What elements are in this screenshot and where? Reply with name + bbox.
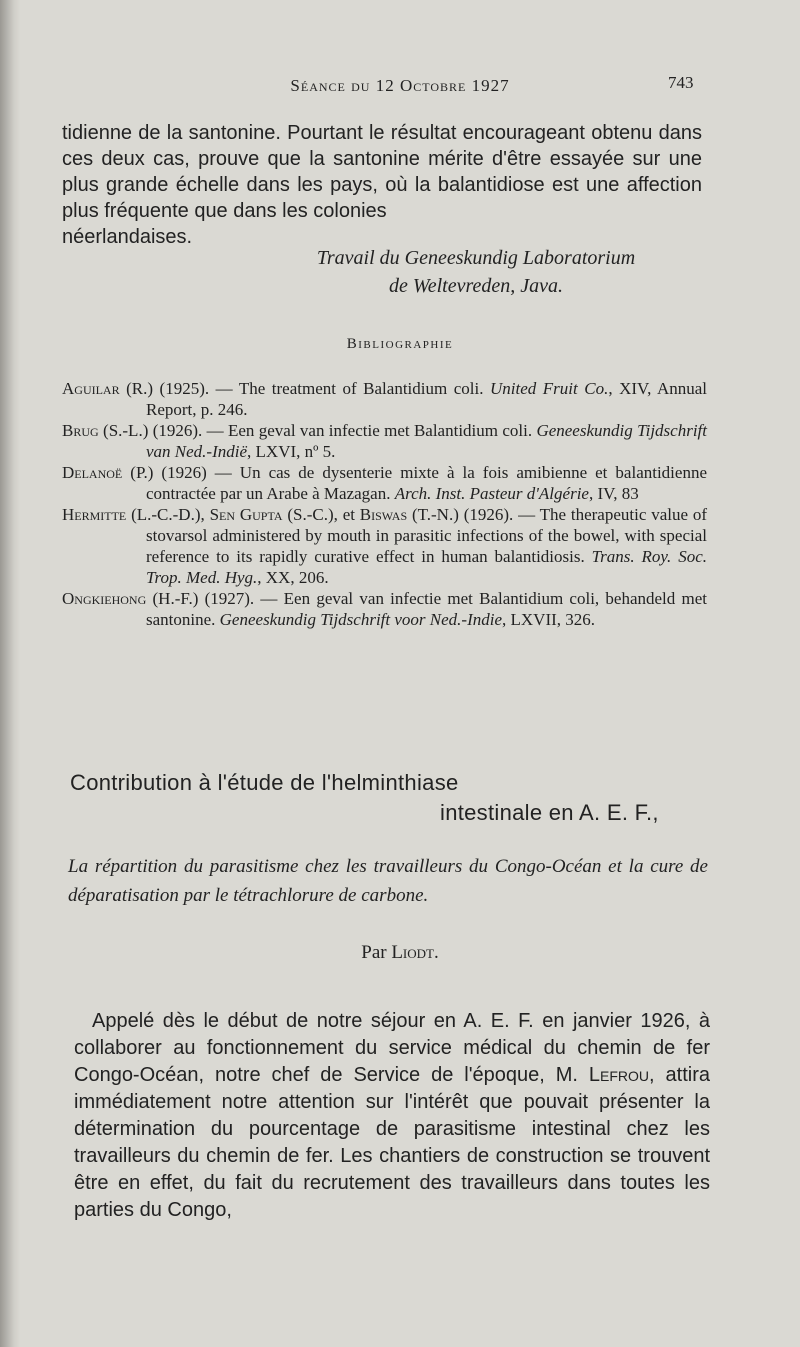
article-body-paragraph [74,1008,710,1224]
affiliation-line-2: de Weltevreden, Java. [389,275,563,297]
bib-journal: Trans. Roy. Soc. Trop. Med. Hyg. [146,547,707,587]
bib-journal: Geneeskundig Tijdschrift van Ned.-Indië [146,421,707,461]
bib-ref: , XX, 206. [257,568,329,587]
bib-author: Aguilar [62,379,120,398]
bib-entry-ongkiehong [62,588,707,630]
body-text: Appelé dès le début de notre séjour en A. E. F. en janvier 1926, à collaborer au fonctionnement du service médical du chemin de fer Congo-Océan, notre chef de Service de l'époque, M. [74,1010,710,1086]
binding-gutter [0,0,20,1347]
bib-text: (L.-C.-D.), [126,505,210,524]
bib-text: (T.-N.) (1926). — The therapeutic value of stovarsol administered by mouth in parasitic infections of the bowel, with special reference to its rapidly curative effect in human balantidiosis. [146,505,707,566]
article-title-line-1: Contribution à l'étude de l'helminthiase [70,770,459,795]
bib-text: (S.-L.) (1926). — Een geval van infectie met Balantidium coli. [98,421,537,440]
bib-journal: United Fruit Co. [489,379,609,398]
article-subtitle: La répartition du parasitisme chez les travailleurs du Congo-Océan et la cure de déparatisation par le tétrachlorure de carbone. [68,856,708,906]
bib-author: Biswas [359,505,408,524]
bib-entry-aguilar [62,378,707,420]
article-title-line-2: intestinale en A. E. F., [440,800,659,825]
affiliation-line-1: Travail du Geneeskundig Laboratorium [316,247,636,269]
bib-journal: Arch. Inst. Pasteur d'Algérie [394,484,589,503]
bib-text: (S.-C.), et [282,505,360,524]
bib-author: Ongkiehong [62,589,147,608]
bib-journal: Geneeskundig Tijdschrift voor Ned.-Indie [219,610,502,629]
bib-ref: , IV, 83 [588,484,639,503]
bib-ref: , LXVI, nº 5. [247,442,336,461]
running-header: Séance du 12 Octobre 1927 [290,76,510,95]
bib-author: Delanoë [62,463,123,482]
bib-author: Brug [62,421,99,440]
bib-text: (P.) (1926) — Un cas de dysenterie mixte à la fois amibienne et balantidienne contractée par un Arabe à Mazagan. [122,463,707,503]
affiliation [250,244,702,300]
author-name: Liodt [391,942,434,963]
intro-paragraph-end: néerlandaises. [62,226,193,248]
author-prefix: Par [361,942,392,963]
bib-entry-brug [62,420,707,462]
bib-text: (R.) (1925). — The treatment of Balantidium coli. [119,379,490,398]
intro-paragraph [62,120,702,250]
bib-ref: , XIV, Annual Report, p. 246. [146,379,707,419]
body-person-name: Lefrou [588,1064,650,1086]
bib-author: Hermitte [62,505,127,524]
bib-author: Sen Gupta [209,505,283,524]
article-author [0,942,800,964]
intro-paragraph-text: tidienne de la santonine. Pourtant le résultat encourageant obtenu dans ces deux cas, prouve que la santonine mérite d'être essayée sur une plus grande échelle dans les pays, où la balantidiose est une affection plus fréquente que dans les colonies [62,122,702,222]
bib-entry-delanoe [62,462,707,504]
bibliography-list [62,378,707,630]
page-number: 743 [668,73,694,92]
body-text: , attira immédiatement notre attention sur l'intérêt que pouvait présenter la détermination du pourcentage de parasitisme intestinal chez les travailleurs du chemin de fer. Les chantiers de construction se trouvent être en effet, du fait du recrutement des travailleurs dans toutes les parties du Congo, [74,1064,711,1221]
bib-ref: , LXVII, 326. [502,610,596,629]
bib-text: (H.-F.) (1927). — Een geval van infectie met Balantidium coli, behandeld met santonine. [146,589,707,629]
author-suffix: . [433,942,439,963]
bibliography-title: Bibliographie [346,336,454,352]
bib-entry-hermitte [62,504,707,588]
